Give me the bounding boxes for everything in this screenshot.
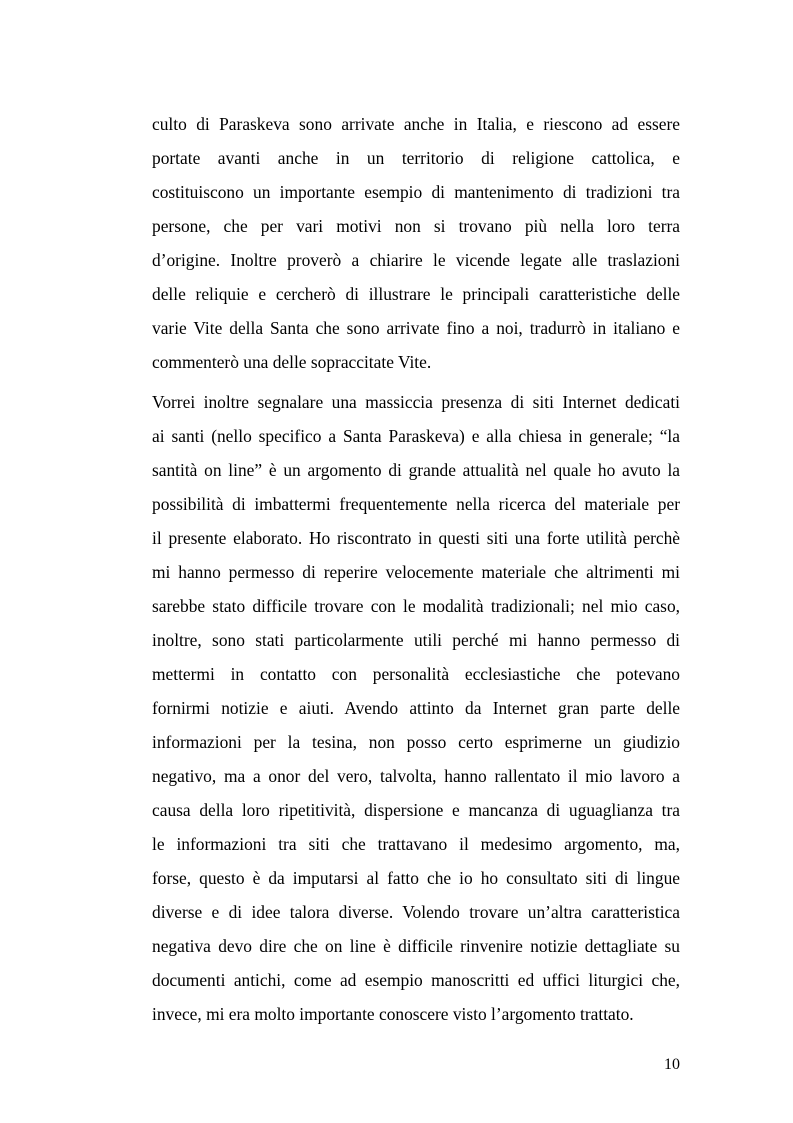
paragraph-line: ai santi (nello specifico a Santa Paraskeva) e alla chiesa in generale; “la [152, 426, 680, 446]
page-number: 10 [664, 1056, 680, 1073]
paragraph-line: negativo, ma a onor del vero, talvolta, hanno rallentato il mio lavoro a [152, 766, 680, 786]
paragraph-line: portate avanti anche in un territorio di religione cattolica, e [152, 148, 680, 168]
paragraph-line: delle reliquie e cercherò di illustrare le principali caratteristiche delle [152, 284, 680, 304]
paragraph-line: mettermi in contatto con personalità ecclesiastiche che potevano [152, 664, 680, 684]
paragraph-1 [152, 107, 680, 379]
paragraph-line: commenterò una delle sopraccitate Vite. [152, 352, 432, 372]
paragraph-line: negativa devo dire che on line è difficile rinvenire notizie dettagliate su [152, 936, 680, 956]
paragraph-line: costituiscono un importante esempio di mantenimento di tradizioni tra [152, 182, 680, 202]
paragraph-line: fornirmi notizie e aiuti. Avendo attinto da Internet gran parte delle [152, 698, 680, 718]
paragraph-line: varie Vite della Santa che sono arrivate fino a noi, tradurrò in italiano e [152, 318, 680, 338]
paragraph-line: diverse e di idee talora diverse. Volendo trovare un’altra caratteristica [152, 902, 680, 922]
paragraph-line: causa della loro ripetitività, dispersione e mancanza di uguaglianza tra [152, 800, 680, 820]
paragraph-line: d’origine. Inoltre proverò a chiarire le vicende legate alle traslazioni [152, 250, 680, 270]
paragraph-line: persone, che per vari motivi non si trovano più nella loro terra [152, 216, 680, 236]
paragraph-line: santità on line” è un argomento di grande attualità nel quale ho avuto la [152, 460, 680, 480]
paragraph-line: documenti antichi, come ad esempio manoscritti ed uffici liturgici che, [152, 970, 680, 990]
paragraph-line: possibilità di imbattermi frequentemente nella ricerca del materiale per [152, 494, 680, 514]
paragraph-2 [152, 385, 680, 1031]
paragraph-line: invece, mi era molto importante conoscere visto l’argomento trattato. [152, 1004, 634, 1024]
paragraph-line: le informazioni tra siti che trattavano il medesimo argomento, ma, [152, 834, 680, 854]
paragraph-line: informazioni per la tesina, non posso certo esprimerne un giudizio [152, 732, 680, 752]
paragraph-line: sarebbe stato difficile trovare con le modalità tradizionali; nel mio caso, [152, 596, 680, 616]
paragraph-line: inoltre, sono stati particolarmente utili perché mi hanno permesso di [152, 630, 680, 650]
paragraph-line: forse, questo è da imputarsi al fatto che io ho consultato siti di lingue [152, 868, 680, 888]
paragraph-line: culto di Paraskeva sono arrivate anche in Italia, e riescono ad essere [152, 114, 680, 134]
paragraph-line: Vorrei inoltre segnalare una massiccia presenza di siti Internet dedicati [152, 392, 680, 412]
paragraph-line: il presente elaborato. Ho riscontrato in questi siti una forte utilità perchè [152, 528, 680, 548]
paragraph-line: mi hanno permesso di reperire velocemente materiale che altrimenti mi [152, 562, 680, 582]
